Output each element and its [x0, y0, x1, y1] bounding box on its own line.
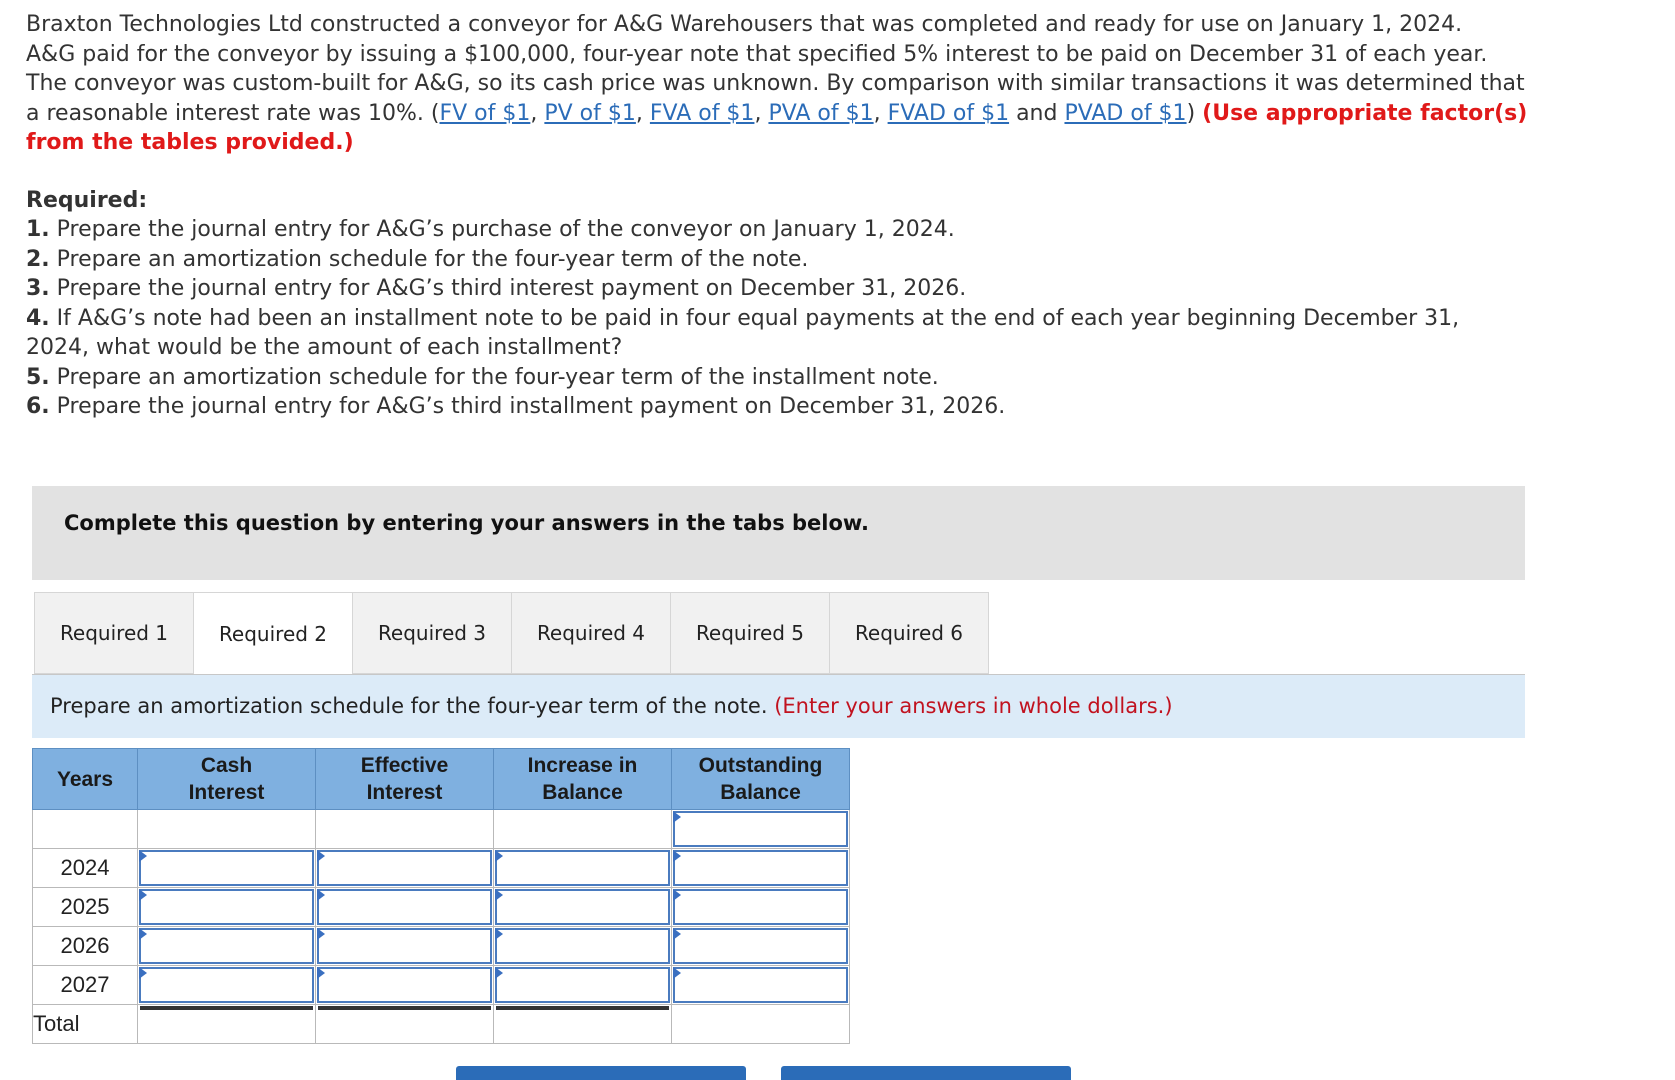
tab-required-3[interactable]: Required 3	[352, 592, 512, 674]
header-years: Years	[33, 749, 138, 810]
link-pv-of-1[interactable]: PV of $1	[544, 100, 636, 126]
tab-required-6[interactable]: Required 6	[829, 592, 989, 674]
year-label: 2025	[33, 888, 138, 927]
cash-interest-input-2026[interactable]	[139, 928, 314, 964]
problem-line-with-links: a reasonable interest rate was 10%. (FV of $1, PV of $1, FVA of $1, PVA of $1, FVAD of $1 and PVAD of $1) (Use appropriate factor(s)	[26, 100, 1528, 126]
problem-line: Braxton Technologies Ltd constructed a conveyor for A&G Warehousers that was completed and ready for use on January 1, 2024.	[26, 12, 1463, 37]
table-row-initial	[33, 810, 850, 849]
balance-input-2025[interactable]	[673, 889, 848, 925]
effective-interest-input-2026[interactable]	[317, 928, 492, 964]
initial-year-cell	[33, 810, 138, 849]
prompt-hint: (Enter your answers in whole dollars.)	[774, 694, 1173, 718]
cash-interest-input-2024[interactable]	[139, 850, 314, 886]
prompt-bar	[32, 675, 1525, 738]
balance-input-2024[interactable]	[673, 850, 848, 886]
initial-balance-input[interactable]	[673, 811, 848, 847]
problem-statement	[26, 10, 1666, 422]
link-fva-of-1[interactable]: FVA of $1	[649, 100, 755, 126]
total-label: Total	[33, 1005, 138, 1044]
next-button[interactable]	[781, 1066, 1071, 1080]
header-effective-interest: Effective Interest	[316, 749, 494, 810]
year-label: 2027	[33, 966, 138, 1005]
effective-interest-input-2024[interactable]	[317, 850, 492, 886]
required-item-4: 4. If A&G’s note had been an installment note to be paid in four equal payments at the end of each year beginning December 31, 2024, what would be the amount of each installment?	[26, 305, 1460, 360]
increase-input-2025[interactable]	[495, 889, 670, 925]
increase-input-2027[interactable]	[495, 967, 670, 1003]
cash-interest-input-2027[interactable]	[139, 967, 314, 1003]
required-item-2: 2. Prepare an amortization schedule for the four-year term of the note.	[26, 246, 809, 272]
balance-input-2026[interactable]	[673, 928, 848, 964]
required-heading: Required:	[26, 187, 148, 213]
header-outstanding-balance: Outstanding Balance	[672, 749, 850, 810]
problem-line: A&G paid for the conveyor by issuing a $100,000, four-year note that specified 5% interest to be paid on December 31 of each year.	[26, 41, 1488, 67]
initial-effective-cell	[316, 810, 494, 849]
total-balance-cell	[672, 1005, 850, 1044]
effective-interest-input-2027[interactable]	[317, 967, 492, 1003]
total-cash-interest[interactable]	[138, 1005, 316, 1044]
total-effective-interest[interactable]	[316, 1005, 494, 1044]
amortization-schedule-table	[32, 748, 850, 1044]
table-row-2026	[33, 927, 850, 966]
link-fv-of-1[interactable]: FV of $1	[439, 100, 531, 126]
header-increase-in-balance: Increase in Balance	[494, 749, 672, 810]
tab-required-1[interactable]: Required 1	[34, 592, 194, 674]
tab-required-5[interactable]: Required 5	[670, 592, 830, 674]
required-item-6: 6. Prepare the journal entry for A&G’s third installment payment on December 31, 2026.	[26, 394, 1006, 419]
table-row-2024	[33, 849, 850, 888]
required-item-5: 5. Prepare an amortization schedule for the four-year term of the installment note.	[26, 364, 939, 390]
effective-interest-input-2025[interactable]	[317, 889, 492, 925]
instructions-text: Complete this question by entering your answers in the tabs below.	[64, 511, 869, 535]
balance-input-2027[interactable]	[673, 967, 848, 1003]
link-pvad-of-1[interactable]: PVAD of $1	[1064, 100, 1187, 126]
tab-required-2[interactable]: Required 2	[193, 592, 353, 676]
factor-instruction-cont: from the tables provided.)	[26, 130, 354, 155]
table-row-total	[33, 1005, 850, 1044]
link-pva-of-1[interactable]: PVA of $1	[768, 100, 874, 126]
table-row-2025	[33, 888, 850, 927]
factor-instruction: (Use appropriate factor(s)	[1202, 100, 1528, 126]
increase-input-2024[interactable]	[495, 850, 670, 886]
cash-interest-input-2025[interactable]	[139, 889, 314, 925]
total-increase[interactable]	[494, 1005, 672, 1044]
tab-required-4[interactable]: Required 4	[511, 592, 671, 674]
initial-increase-cell	[494, 810, 672, 849]
instructions-box	[32, 486, 1525, 580]
problem-line: The conveyor was custom-built for A&G, so its cash price was unknown. By comparison with similar transactions it was determined that	[26, 71, 1525, 96]
year-label: 2024	[33, 849, 138, 888]
required-item-1: 1. Prepare the journal entry for A&G’s purchase of the conveyor on January 1, 2024.	[26, 217, 955, 242]
increase-input-2026[interactable]	[495, 928, 670, 964]
header-cash-interest: Cash Interest	[138, 749, 316, 810]
initial-balance-cell	[672, 810, 850, 849]
prompt-text: Prepare an amortization schedule for the four-year term of the note.	[50, 694, 775, 718]
table-row-2027	[33, 966, 850, 1005]
required-list	[26, 215, 1666, 422]
link-fvad-of-1[interactable]: FVAD of $1	[887, 100, 1010, 126]
initial-cash-cell	[138, 810, 316, 849]
required-item-3: 3. Prepare the journal entry for A&G’s third interest payment on December 31, 2026.	[26, 276, 967, 301]
table-header-row	[33, 749, 850, 810]
prev-button[interactable]	[456, 1066, 746, 1080]
year-label: 2026	[33, 927, 138, 966]
